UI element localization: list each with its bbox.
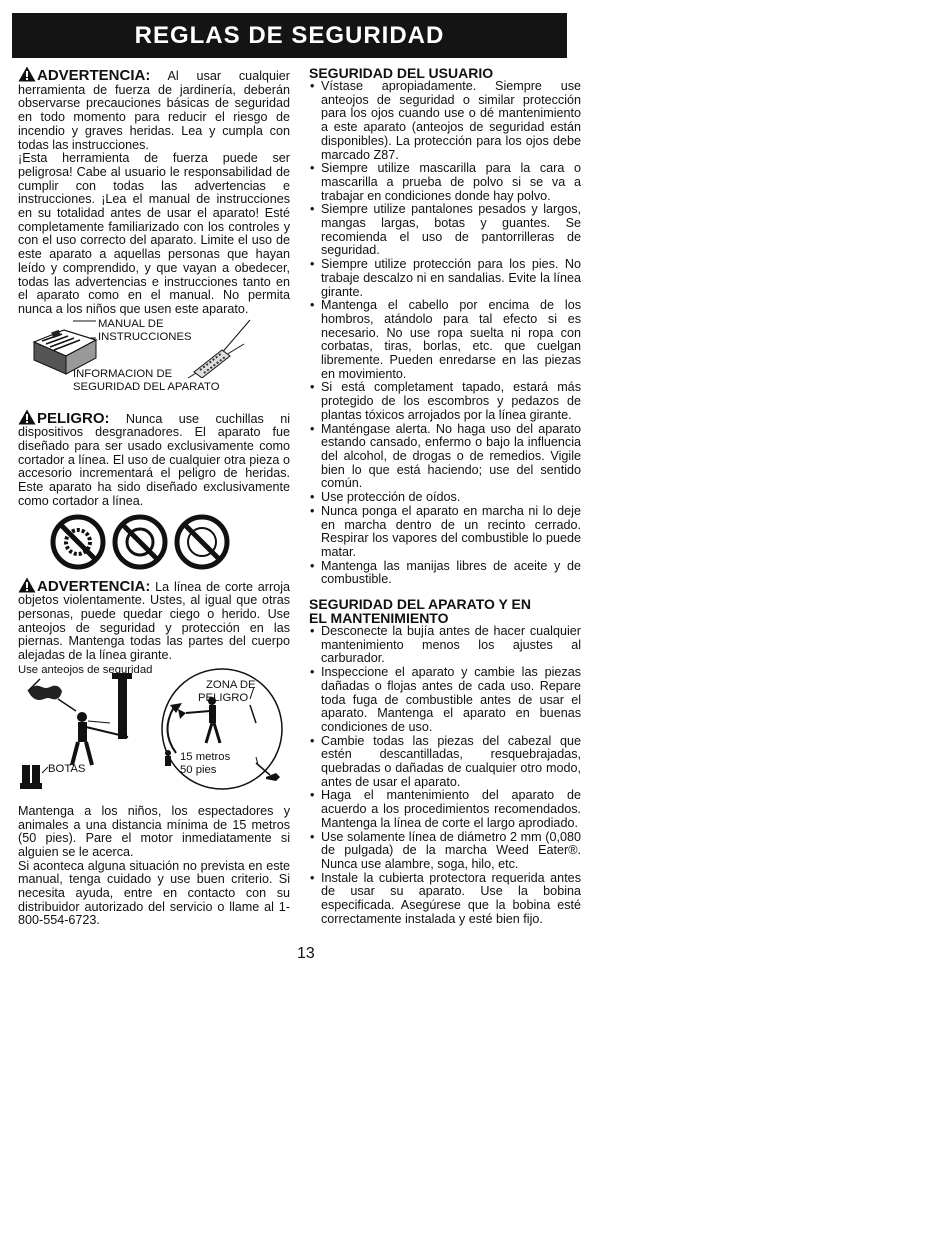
safety-decal-icon [192,348,232,378]
advertencia-title-2: ADVERTENCIA: [37,577,151,595]
boots-icon [20,765,42,789]
advertencia-text-2: La línea de corte arroja objetos violentamente. Ustes, al igual que otras personas, puede quedar ciego o herido. Use anteojos de seguridad y protección en las piernas. Mantenga todas las partes del cuerpo alejadas de la línea girante. [18,579,290,663]
danger-triangle-icon [18,409,36,425]
list-item: • Siempre utilize mascarilla para la cara o mascarilla a prueba de polvo si se va a trabajar en condiciones donde hay polvo. [309,162,581,203]
peligro-title: PELIGRO: [37,409,110,427]
list-item: • Mantenga el cabello por encima de los hombros, atándolo para tal efecto si es necesario. No use ropa suelta ni ropa con corbatas, tiras, borlas, etc. que cuelgan libremente. Pueden enredarse en las piezas en movimiento. [309,299,581,381]
manual-label-line1: MANUAL DE [98,317,164,330]
manual-figure [18,318,290,402]
boots-label: BOTAS [48,762,86,775]
maintenance-heading-line2: EL MANTENIMIENTO [309,610,449,627]
advertencia-title: ADVERTENCIA: [37,67,151,84]
help-contact-paragraph: Si aconteca alguna situación no prevista en este manual, tenga cuidado y use buen criterio. Si necesita ayuda, entre en contacto con su distribuidor autorizado del servicio o llame al 1-800-554-6723. [18,858,290,928]
list-item: • Si está completament tapado, estará más protegido de los escombros y pedazos de plantas tóxicos arrojados por la línea girante. [309,381,581,422]
list-item: • Instale la cubierta protectora requerida antes de usar su aparato. Use la bobina especificada. Asegúrese que la bobina esté correctamente instalada y esté bien fijo. [309,872,581,927]
danger-zone-figure [18,665,290,795]
warning-triangle-icon [18,66,36,82]
list-item: • Nunca ponga el aparato en marcha ni lo deje en marcha dentro de un recinto cerrado. Respirar los vapores del combustible lo puede matar. [309,505,581,560]
list-item: • Desconecte la bujía antes de hacer cualquier mantenimiento menos los ajustes al carburador. [309,625,581,666]
prohibited-blades-figure [18,513,290,571]
peligro-paragraph [18,409,290,509]
operator-figure [72,673,132,765]
list-item: • Vístase apropiadamente. Siempre use anteojos de seguridad o similar protección para los ojos cuando use o dé mantenimiento a este aparato (anteojos de seguridad están disponibles). La protección para los ojos debe marcado Z87. [309,80,581,162]
list-item: • Inspeccione el aparato y cambie las piezas dañadas o flojas antes de cada uso. Repare toda fuga de combustible antes de usar el aparato. Mantenga el aparato en buenas condiciones de uso. [309,666,581,735]
goggles-label: Use anteojos de seguridad [18,663,153,676]
peligro-text: Nunca use cuchillas ni dispositivos desgranadores. El aparato fue diseñado para ser usado exclusivamente como cortador a línea. El uso de cualquier otra pieza o accesorio incrementará el peligro de heridas. Este aparato ha sido diseñado exclusivamente como cortador a línea. [18,411,290,508]
no-blade-icon-2 [115,517,165,567]
responsibility-paragraph: ¡Esta herramienta de fuerza puede ser peligrosa! Cabe al usuario le responsabilidad de cumplir con todas las advertencias e instrucciones. ¡Lea el manual de instrucciones en su totalidad antes de usar el aparato! Esté completamente familiarizado con los controles y con el uso correcto del aparato. Limite el uso de este aparato a aquellas personas que hayan leído y comprendido, y que vayan a obedecer, todas las advertencias e instrucciones tanto en el aparato como en el manual. No permita nunca a los niños que usen este aparato. [18,151,290,316]
no-blade-icon-3 [177,517,227,567]
right-column [309,66,581,926]
list-item: • Haga el mantenimiento del aparato de acuerdo a los procedimientos recomendados. Mantenga la línea de corte el largo aprodiado. [309,789,581,830]
distance-meters-label: 15 metros [180,750,231,763]
advertencia-paragraph-2 [18,577,290,663]
list-item: • Use solamente línea de diámetro 2 mm (0,080 de pulgada) de la marcha Weed Eater®. Nunca use alambre, soga, hilo, etc. [309,831,581,872]
danger-zone-label-2: PELIGRO [198,691,249,704]
maintenance-heading-line1: SEGURIDAD DEL APARATO Y EN [309,596,531,613]
page-number: 13 [297,945,315,962]
warning-triangle-icon [18,577,36,593]
advertencia-paragraph-1 [18,66,290,152]
maintenance-list [309,625,581,926]
user-safety-heading: SEGURIDAD DEL USUARIO [309,65,494,81]
decal-label-line2: SEGURIDAD DEL APARATO [73,380,220,393]
list-item: • Siempre utilize pantalones pesados y largos, mangas largas, botas y guantes. Se recomienda el uso de pantorrilleras de seguridad. [309,203,581,258]
manual-label-line2: INSTRUCCIONES [98,330,192,343]
distance-feet-label: 50 pies [180,763,217,776]
no-blade-icon-1 [53,517,103,567]
goggles-icon [28,679,62,700]
page-title: REGLAS DE SEGURIDAD [134,21,445,49]
title-banner [12,13,567,58]
list-item: • Manténgase alerta. No haga uso del aparato estando cansado, enfermo o bajo la influencia del alcohol, de drogas o de remedios. Vigile bien lo que está haciendo; use del sentido común. [309,423,581,492]
list-item: • Siempre utilize protección para los pies. No trabaje descalzo ni en sandalias. Evite la línea girante. [309,258,581,299]
list-item: • Use protección de oídos. [309,491,581,505]
user-safety-list [309,80,581,587]
left-column [18,66,290,928]
danger-zone-label-1: ZONA DE [206,678,256,691]
list-item: • Mantenga las manijas libres de aceite y de combustible. [309,560,581,587]
children-distance-paragraph: Mantenga a los niños, los espectadores y animales a una distancia mínima de 15 metros (50 pies). Pare el motor inmediatamente si alguien se le acerca. [18,803,290,859]
decal-label-line1: INFORMACION DE [73,367,173,380]
advertencia-lead-text: Al usar cualquier herramienta de fuerza de jardinería, deberán observarse precauciones básicas de seguridad en todo momento para reducir el riesgo de incendio y graves heridas. Lea y cumpla con todas las instrucciones. [18,69,290,152]
no-blade-icons [48,513,248,571]
list-item: • Cambie todas las piezas del cabezal que estén descantilladas, resquebrajadas, quebradas o dañadas de cualquier otro modo, antes de usar el aparato. [309,735,581,790]
